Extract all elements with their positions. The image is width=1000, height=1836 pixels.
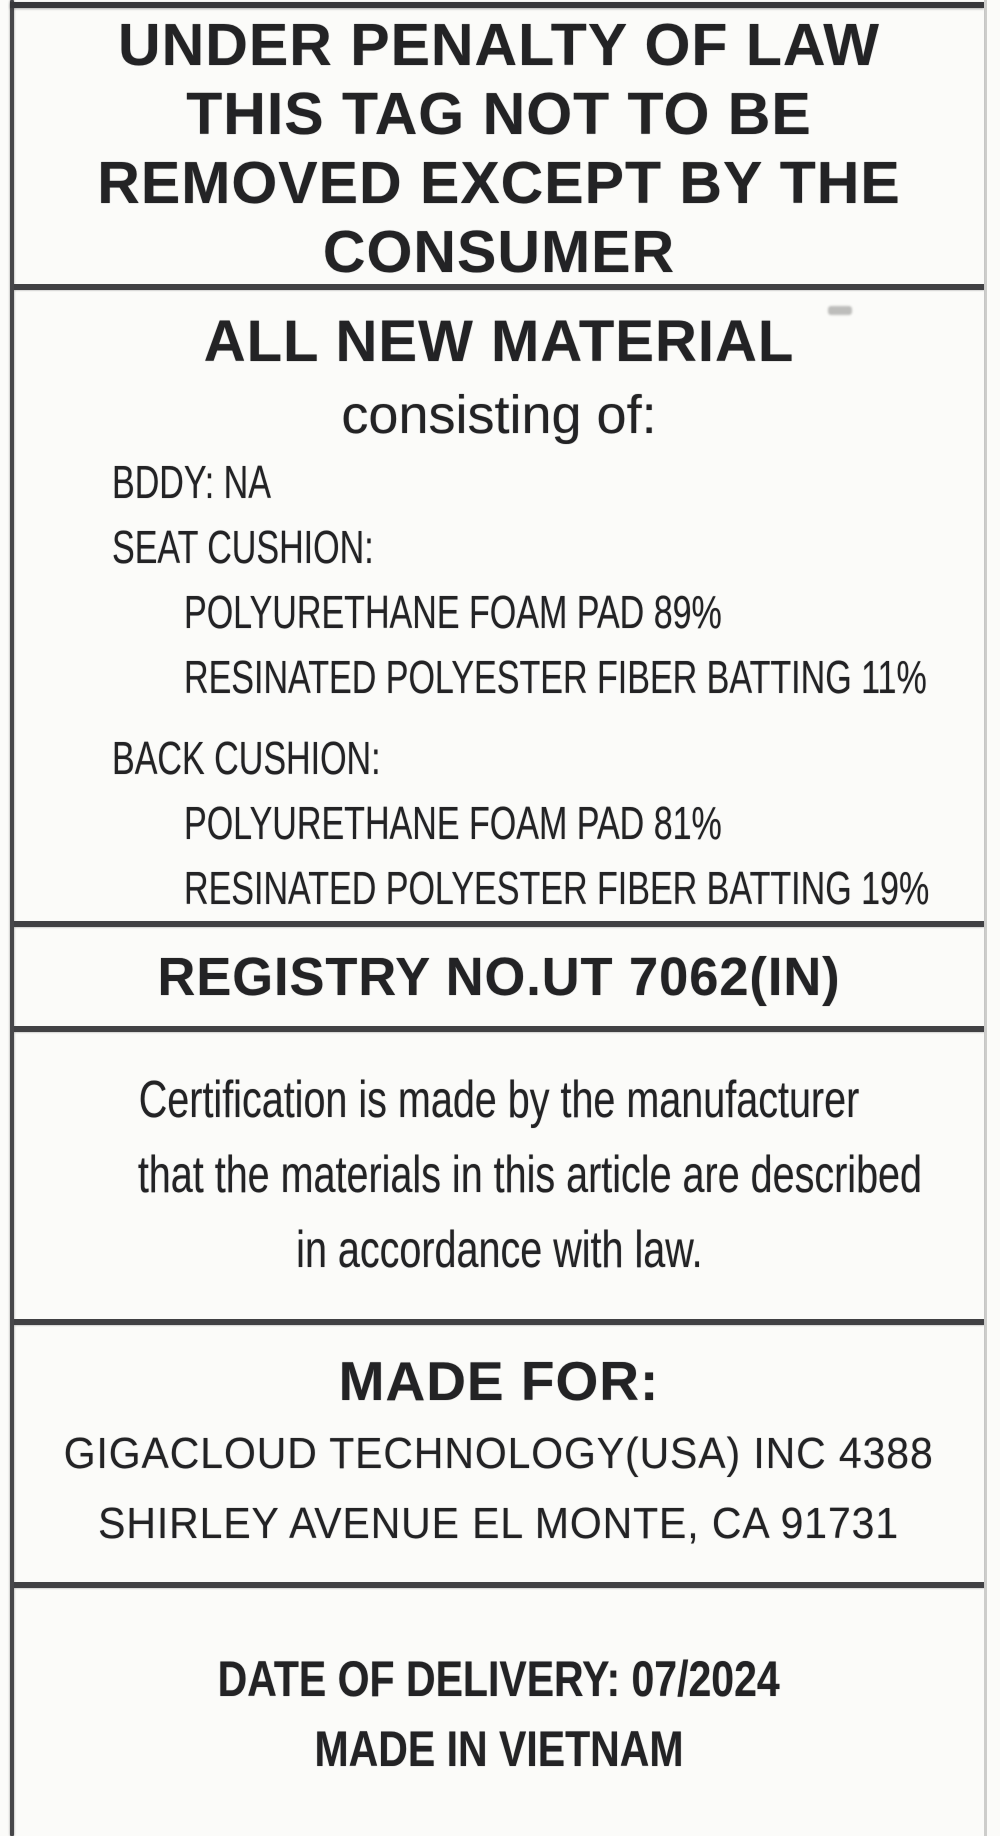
back-cushion-component (184, 791, 984, 856)
seat-cushion-component (184, 580, 984, 645)
made-in-text: MADE IN VIETNAM (314, 1721, 684, 1777)
penalty-warning-line: CONSUMER (322, 219, 676, 285)
tag-body (14, 8, 984, 1836)
made-for-address-line (14, 1489, 984, 1559)
seat-cushion-label (112, 515, 984, 580)
date-of-delivery-line (14, 1644, 984, 1714)
certification-section (14, 1032, 984, 1325)
materials-list (112, 450, 984, 921)
registry-number: REGISTRY NO.UT 7062(IN) (157, 946, 841, 1007)
materials-section (14, 290, 984, 927)
seat-cushion-component (184, 645, 984, 710)
certification-line-text: in accordance with law. (295, 1221, 703, 1279)
back-cushion-component (184, 856, 984, 921)
seat-cushion-component-text: RESINATED POLYESTER FIBER BATTING 11% (184, 651, 927, 703)
materials-subtitle: consisting of: (341, 385, 657, 445)
back-cushion-label (112, 726, 984, 791)
materials-title: ALL NEW MATERIAL (203, 309, 795, 374)
penalty-warning-line: REMOVED EXCEPT BY THE (97, 150, 901, 216)
registry-section (14, 927, 984, 1032)
made-for-address-line (14, 1419, 984, 1489)
materials-body-line (112, 450, 984, 515)
materials-body-text: BDDY: NA (112, 456, 271, 508)
made-for-title: MADE FOR: (338, 1350, 660, 1412)
certification-line (14, 1138, 984, 1213)
penalty-warning-section (14, 8, 984, 290)
made-for-section (14, 1325, 984, 1588)
certification-line-text: Certification is made by the manufacturer (138, 1071, 860, 1129)
date-of-delivery-text: DATE OF DELIVERY: 07/2024 (217, 1651, 781, 1707)
back-cushion-component-text: POLYURETHANE FOAM PAD 81% (184, 797, 722, 849)
made-for-address-text: GIGACLOUD TECHNOLOGY(USA) INC 4388 (64, 1429, 934, 1478)
delivery-section (14, 1588, 984, 1806)
certification-line (14, 1063, 984, 1138)
made-for-address-text: SHIRLEY AVENUE EL MONTE, CA 91731 (98, 1499, 900, 1548)
seat-cushion-label-text: SEAT CUSHION: (112, 521, 374, 573)
tag-right-border (984, 0, 987, 1836)
certification-line (14, 1213, 984, 1288)
made-in-line (14, 1714, 984, 1784)
back-cushion-component-text: RESINATED POLYESTER FIBER BATTING 19% (184, 862, 930, 914)
penalty-warning-line: UNDER PENALTY OF LAW (118, 12, 880, 78)
certification-line-text: that the materials in this article are described (137, 1146, 923, 1204)
seat-cushion-component-text: POLYURETHANE FOAM PAD 89% (184, 586, 722, 638)
penalty-warning-line: THIS TAG NOT TO BE (186, 81, 812, 147)
made-for-address (14, 1419, 984, 1559)
back-cushion-label-text: BACK CUSHION: (112, 732, 381, 784)
